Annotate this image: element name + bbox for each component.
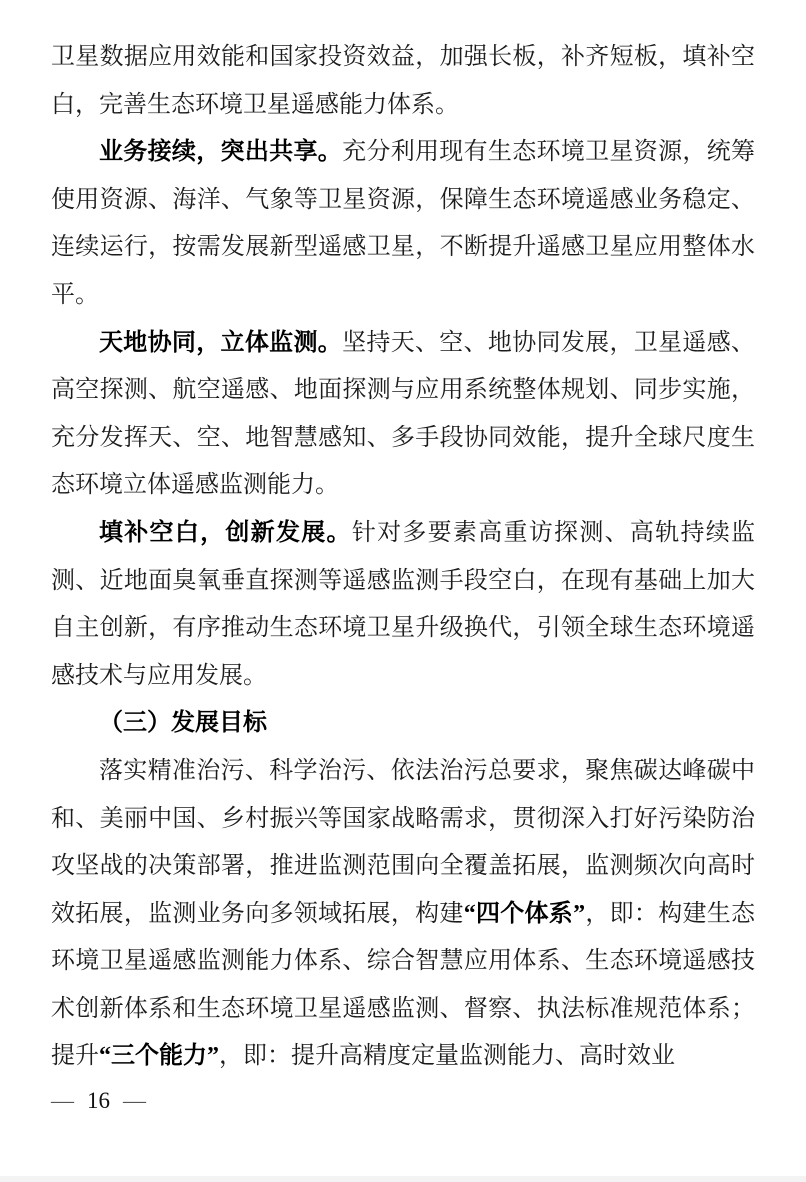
paragraph-business-continuity xyxy=(51,129,755,319)
body-text: 针对多要素高重访探测、高轨持续监测、近地面臭氧垂直探测等遥感监测手段空白，在现有基础上加大自主创新，有序推动生态环境卫星升级换代，引领全球生态环境遥感技术与应用发展。 xyxy=(51,519,756,689)
paragraph-goals-body xyxy=(51,748,755,1081)
page-footer xyxy=(51,1086,146,1116)
heading-text: （三）发展目标 xyxy=(99,710,267,737)
footer-dash-left: — xyxy=(51,1088,74,1113)
body-text: 充分利用现有生态环境卫星资源，统筹使用资源、海洋、气象等卫星资源，保障生态环境遥感业务稳定、连续运行，按需发展新型遥感卫星，不断提升遥感卫星应用整体水平。 xyxy=(51,139,756,308)
page-number: 16 xyxy=(87,1088,110,1113)
paragraph-continuation xyxy=(51,34,755,129)
document-text-block xyxy=(51,34,755,1081)
body-text: 卫星数据应用效能和国家投资效益，加强长板，补齐短板，填补空白，完善生态环境卫星遥感能力体系。 xyxy=(51,44,755,118)
emphasis-four-systems: “四个体系” xyxy=(463,900,586,927)
paragraph-fill-gaps-innovation xyxy=(51,510,755,700)
emphasis-three-capabilities: “三个能力” xyxy=(99,1043,219,1070)
page-bottom-edge xyxy=(0,1176,806,1182)
section-heading-development-goals xyxy=(51,700,755,748)
paragraph-sky-ground-coordination xyxy=(51,320,755,510)
body-text: 落实精准治污、科学治污、依法治污总要求，聚焦碳达峰碳中和、美丽中国、乡村振兴等国家战略需求，贯彻深入打好污染防治攻坚战的决策部署，推进监测范围向全覆盖拓展，监测频次向高时效拓展，监测业务向多领域拓展，构建 xyxy=(51,757,755,927)
paragraph-lead-bold: 天地协同，立体监测。 xyxy=(99,329,343,356)
paragraph-lead-bold: 业务接续，突出共享。 xyxy=(99,139,343,166)
footer-dash-right: — xyxy=(123,1088,146,1113)
body-text: 坚持天、空、地协同发展，卫星遥感、高空探测、航空遥感、地面探测与应用系统整体规划、同步实施，充分发挥天、空、地智慧感知、多手段协同效能，提升全球尺度生态环境立体遥感监测能力。 xyxy=(51,329,756,499)
body-text: ，即：提升高精度定量监测能力、高时效业 xyxy=(219,1043,675,1070)
paragraph-lead-bold: 填补空白，创新发展。 xyxy=(99,519,352,546)
body-text: ，即：构建生态环境卫星遥感监测能力体系、综合智慧应用体系、生态环境遥感技术创新体系和生态环境卫星遥感监测、督察、执法标准规范体系；提升 xyxy=(51,900,756,1070)
